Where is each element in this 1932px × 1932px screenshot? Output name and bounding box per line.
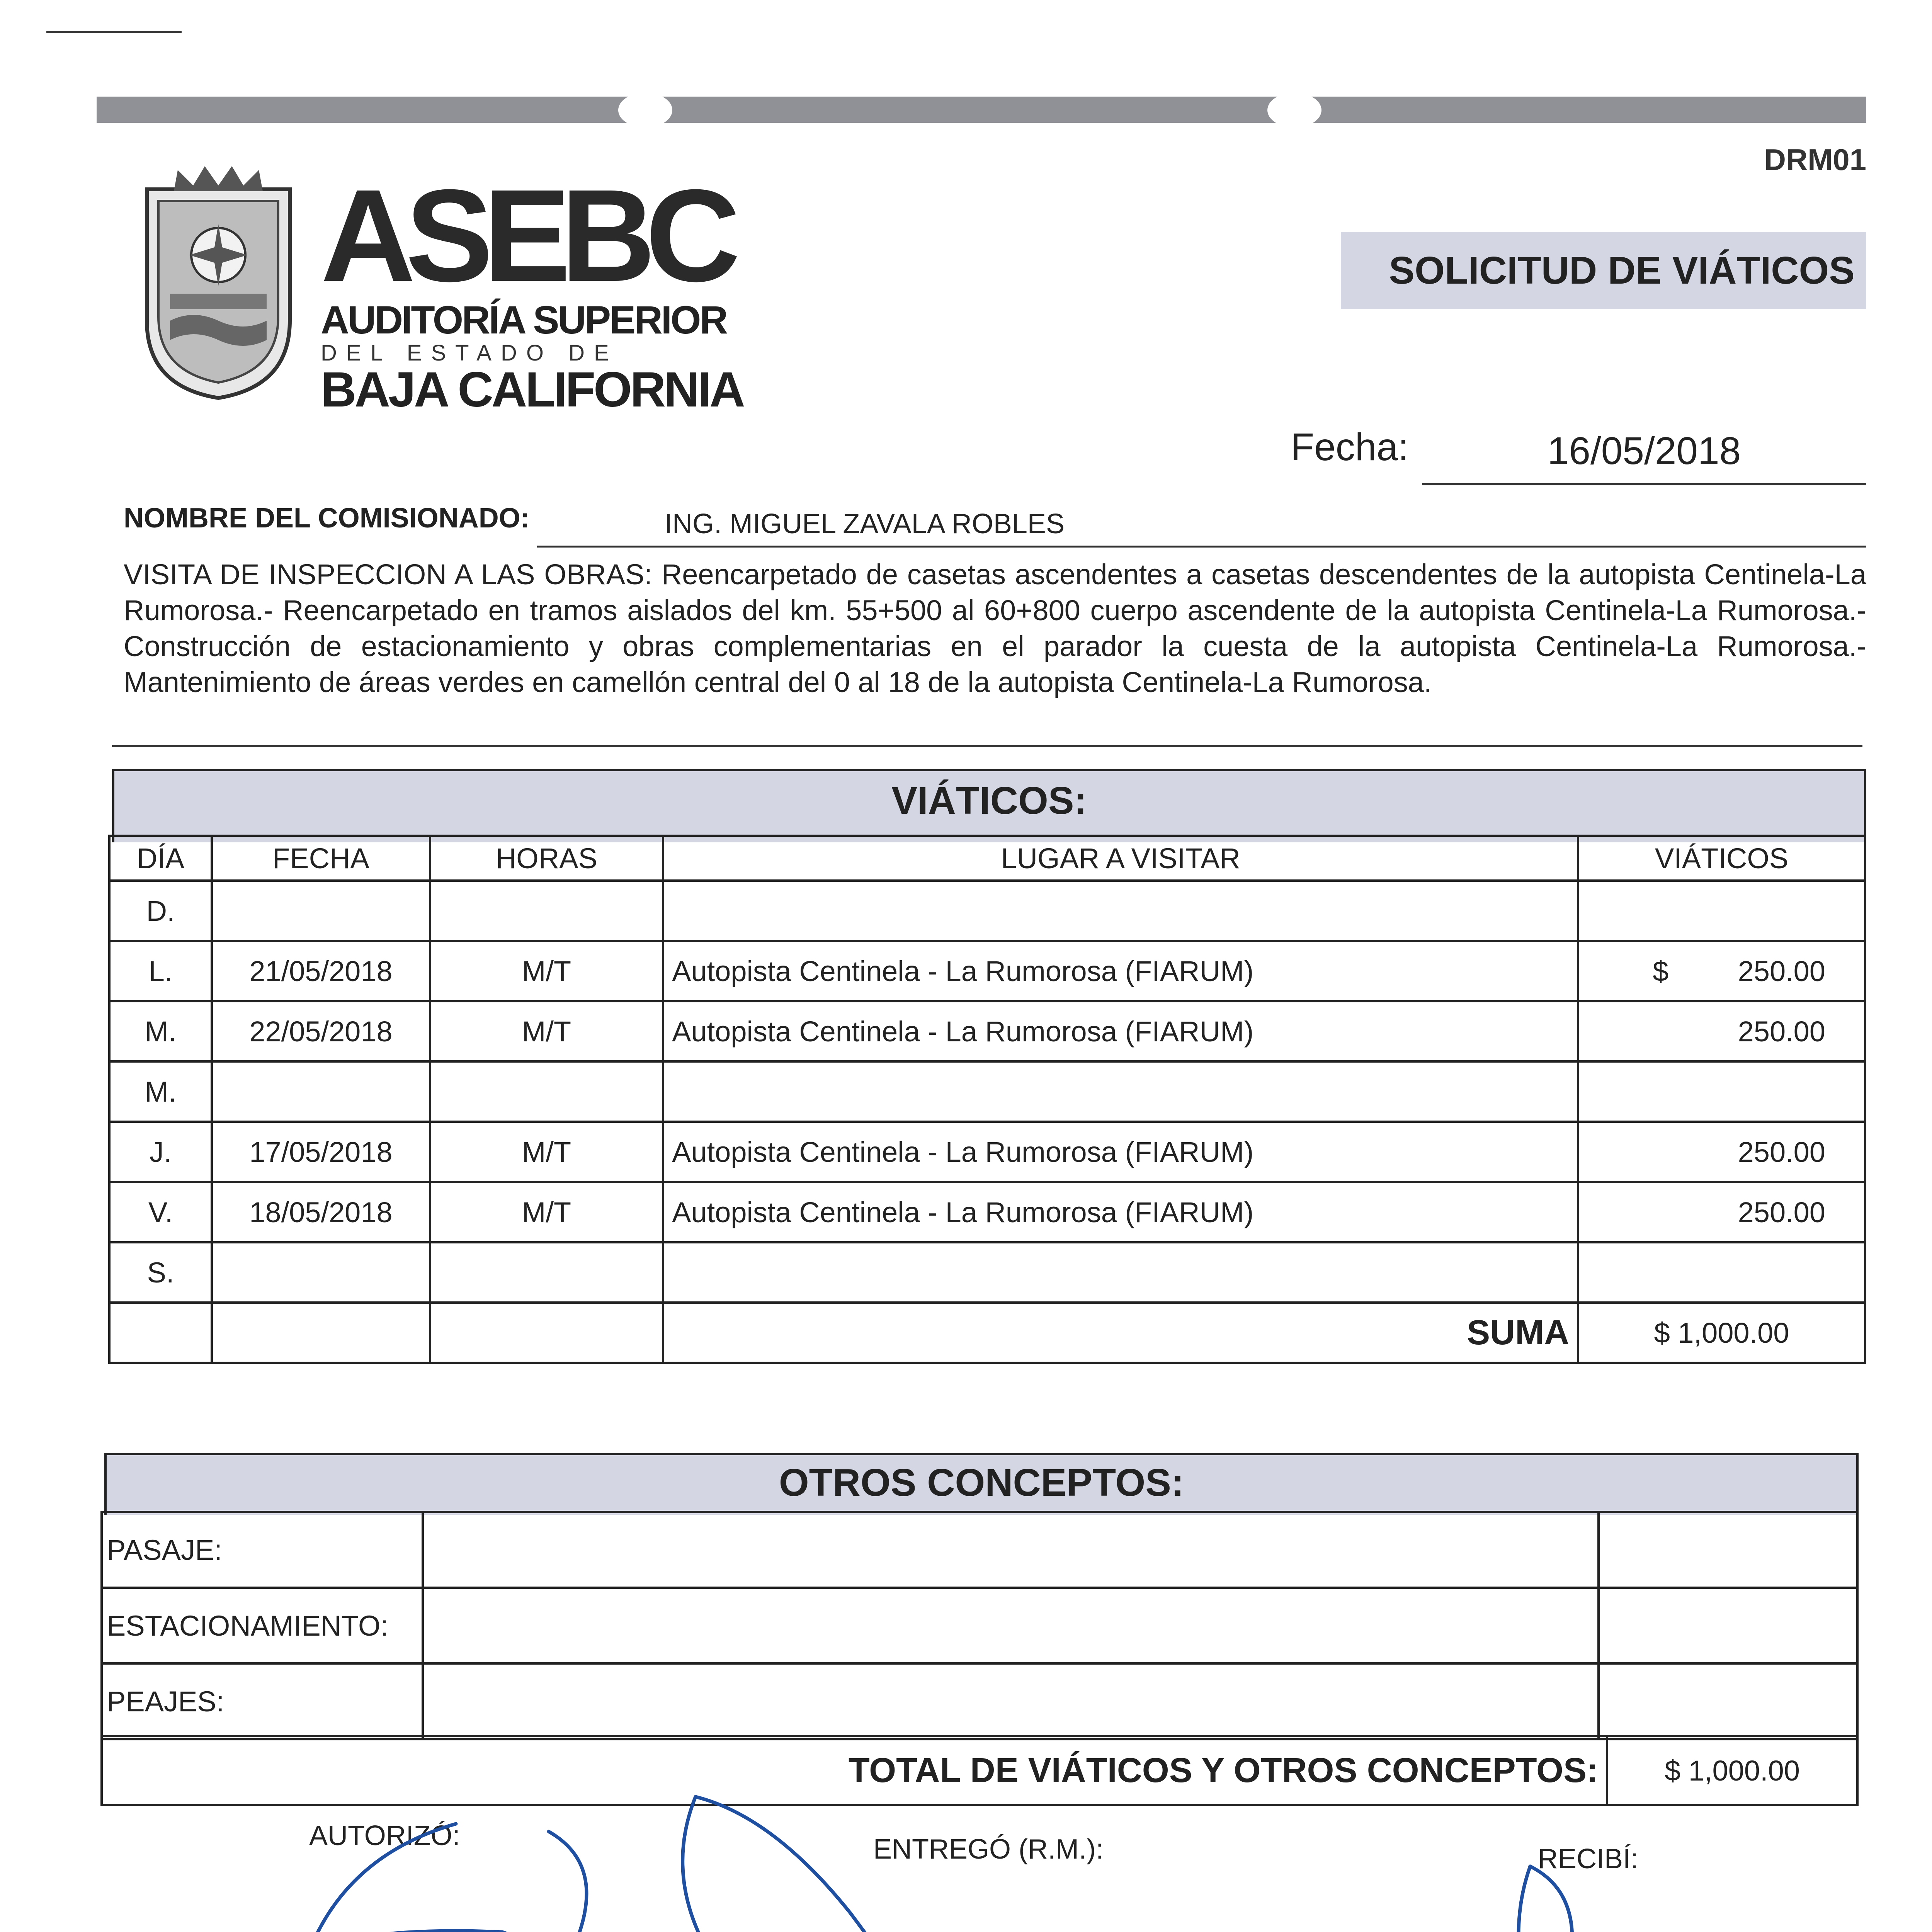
- total-row: [102, 1736, 1857, 1805]
- total-value: $ 1,000.00: [1607, 1736, 1857, 1805]
- table-row: [102, 1663, 1857, 1739]
- cell-dia: M.: [109, 1001, 212, 1061]
- col-header-horas: HORAS: [430, 836, 663, 881]
- table-row: [109, 1182, 1865, 1242]
- viaticos-table: [108, 835, 1866, 1364]
- cell-viaticos: [1578, 1122, 1865, 1182]
- dollar-sign: $: [1653, 955, 1669, 987]
- logo-line-3: BAJA CALIFORNIA: [321, 362, 743, 417]
- cell-viaticos: [1578, 881, 1865, 941]
- estacionamiento-value: [1599, 1588, 1857, 1663]
- cell-dia: J.: [109, 1122, 212, 1182]
- cell-fecha: 22/05/2018: [212, 1001, 430, 1061]
- state-seal-icon: [135, 155, 301, 402]
- otros-title: OTROS CONCEPTOS:: [779, 1461, 1184, 1504]
- logo-line-1: AUDITORÍA SUPERIOR: [321, 298, 727, 342]
- fecha-underline: [1422, 483, 1866, 485]
- cell-lugar: Autopista Centinela - La Rumorosa (FIARUM): [663, 941, 1578, 1001]
- logo-wordmark: ASEBC: [321, 162, 731, 309]
- cell-fecha: 17/05/2018: [212, 1122, 430, 1182]
- peajes-desc: [423, 1663, 1599, 1739]
- cell-fecha: 21/05/2018: [212, 941, 430, 1001]
- cell-horas: [430, 881, 663, 941]
- peajes-value: [1599, 1663, 1857, 1739]
- cell-lugar: [663, 881, 1578, 941]
- total-table: [100, 1735, 1859, 1806]
- table-row: [109, 881, 1865, 941]
- form-title: SOLICITUD DE VIÁTICOS: [1389, 248, 1855, 292]
- cell-dia: M.: [109, 1061, 212, 1122]
- estacionamiento-desc: [423, 1588, 1599, 1663]
- cell-lugar: Autopista Centinela - La Rumorosa (FIARUM): [663, 1122, 1578, 1182]
- pasaje-desc: [423, 1512, 1599, 1588]
- otros-table: [100, 1511, 1859, 1740]
- header-bar: [97, 97, 1866, 123]
- visita-description: VISITA DE INSPECCION A LAS OBRAS: Reencarpetado de casetas ascendentes a casetas descendentes de la autopista Centinela-La Rumorosa.- Reencarpetado en tramos aislados del km. 55+500 al 60+800 cuerpo ascendente de la autopista Centinela-La Rumorosa.- Construcción de estacionamiento y obras complementarias en el parador la cuesta de la autopista Centinela-La Rumorosa.- Mantenimiento de áreas verdes en camellón central del 0 al 18 de la autopista Centinela-La Rumorosa.: [124, 558, 1866, 698]
- cell-horas: M/T: [430, 1182, 663, 1242]
- punch-hole: [1267, 93, 1321, 128]
- col-header-dia: DÍA: [109, 836, 212, 881]
- cell-dia: D.: [109, 881, 212, 941]
- table-row: [109, 1061, 1865, 1122]
- cell-viaticos: [1578, 941, 1865, 1001]
- table-row: [109, 1242, 1865, 1303]
- separator-line: [112, 745, 1862, 747]
- cell-dia: S.: [109, 1242, 212, 1303]
- margin-mark: [46, 31, 182, 33]
- peajes-label: PEAJES:: [102, 1663, 423, 1739]
- pasaje-value: [1599, 1512, 1857, 1588]
- cell-viaticos: [1578, 1001, 1865, 1061]
- col-header-fecha: FECHA: [212, 836, 430, 881]
- cell-lugar: [663, 1061, 1578, 1122]
- amount: 250.00: [1738, 1196, 1825, 1228]
- cell-empty: [430, 1303, 663, 1363]
- cell-horas: [430, 1242, 663, 1303]
- cell-horas: [430, 1061, 663, 1122]
- cell-viaticos: [1578, 1061, 1865, 1122]
- table-header-row: [109, 836, 1865, 881]
- cell-fecha: [212, 881, 430, 941]
- table-row: [109, 941, 1865, 1001]
- cell-viaticos: [1578, 1242, 1865, 1303]
- cell-fecha: 18/05/2018: [212, 1182, 430, 1242]
- comisionado-underline: [537, 546, 1866, 548]
- cell-dia: L.: [109, 941, 212, 1001]
- logo-line-2: DEL ESTADO DE: [321, 340, 618, 366]
- suma-row: [109, 1303, 1865, 1363]
- cell-viaticos: [1578, 1182, 1865, 1242]
- punch-hole: [618, 93, 672, 128]
- pasaje-label: PASAJE:: [102, 1512, 423, 1588]
- fecha-label: Fecha:: [1291, 425, 1409, 469]
- cell-fecha: [212, 1061, 430, 1122]
- total-label: TOTAL DE VIÁTICOS Y OTROS CONCEPTOS:: [102, 1736, 1607, 1805]
- cell-empty: [109, 1303, 212, 1363]
- amount: 250.00: [1738, 1015, 1825, 1048]
- cell-fecha: [212, 1242, 430, 1303]
- suma-label: SUMA: [663, 1303, 1578, 1363]
- cell-lugar: [663, 1242, 1578, 1303]
- table-row: [109, 1001, 1865, 1061]
- estacionamiento-label: ESTACIONAMIENTO:: [102, 1588, 423, 1663]
- suma-value: $ 1,000.00: [1578, 1303, 1865, 1363]
- amount: 250.00: [1738, 1136, 1825, 1168]
- comisionado-value: ING. MIGUEL ZAVALA ROBLES: [665, 509, 1065, 539]
- cell-lugar: Autopista Centinela - La Rumorosa (FIARUM): [663, 1182, 1578, 1242]
- cell-horas: M/T: [430, 941, 663, 1001]
- table-row: [109, 1122, 1865, 1182]
- cell-horas: M/T: [430, 1122, 663, 1182]
- viaticos-title: VIÁTICOS:: [891, 779, 1087, 822]
- cell-dia: V.: [109, 1182, 212, 1242]
- table-row: [102, 1588, 1857, 1663]
- cell-lugar: Autopista Centinela - La Rumorosa (FIARUM): [663, 1001, 1578, 1061]
- col-header-viaticos: VIÁTICOS: [1578, 836, 1865, 881]
- form-code: DRM01: [1764, 143, 1866, 177]
- col-header-lugar: LUGAR A VISITAR: [663, 836, 1578, 881]
- amount: 250.00: [1738, 955, 1825, 987]
- comisionado-label: NOMBRE DEL COMISIONADO:: [124, 503, 530, 534]
- entrego-label: ENTREGÓ (R.M.):: [873, 1834, 1104, 1865]
- cell-horas: M/T: [430, 1001, 663, 1061]
- table-row: [102, 1512, 1857, 1588]
- autorizo-label: AUTORIZÓ:: [309, 1820, 460, 1851]
- recibi-label: RECIBÍ:: [1538, 1844, 1639, 1874]
- fecha-value: 16/05/2018: [1547, 429, 1741, 473]
- cell-empty: [212, 1303, 430, 1363]
